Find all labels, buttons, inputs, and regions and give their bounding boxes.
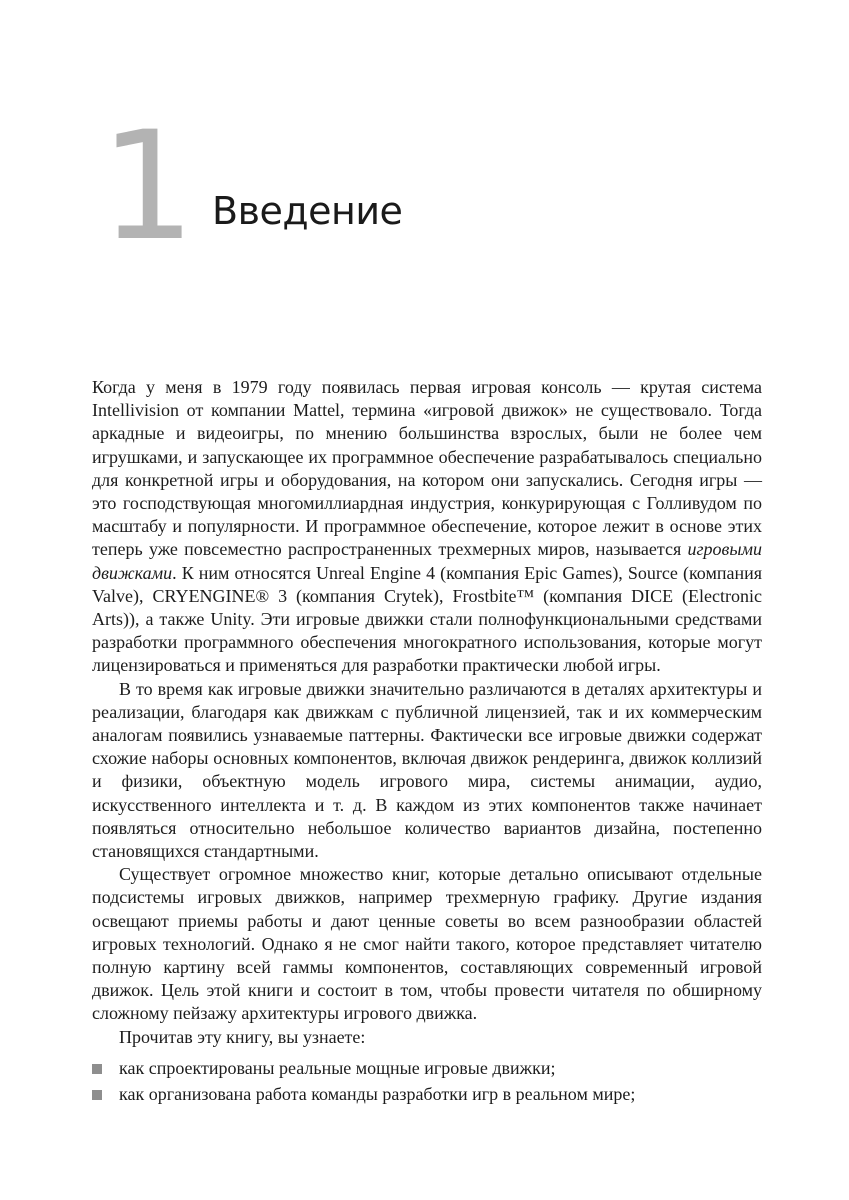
paragraph-intro-before: Когда у меня в 1979 году появилась первая игровая консоль — крутая система Intellivision от компании Mattel, термина «игровой движок» не существовало. Тогда аркадные и видеоигры, по мнению большинства взрослых, были не более чем игрушками, и запускающее их программное обеспечение разрабатывалось специально для конкретной игры и оборудования, на котором они запускались. Сегодня игры — это господствующая многомиллиардная индустрия, конкурирующая с Голливудом по масштабу и популярности. И программное обеспечение, которое лежит в основе этих теперь уже повсеместно распространенных трехмерных миров, называется [92, 377, 762, 560]
list-item-text: как спроектированы реальные мощные игровые движки; [119, 1057, 556, 1078]
square-bullet-icon [92, 1090, 102, 1100]
term-game-engines: игровыми движками [92, 539, 762, 583]
chapter-number: 1 [100, 100, 196, 274]
body-text [92, 376, 762, 1109]
paragraph-intro-after: . К ним относятся Unreal Engine 4 (компания Epic Games), Source (компания Valve), CRYENGINE® 3 (компания Crytek), Frostbite™ (компания DICE (Electronic Arts)), а также Unity. Эти игровые движки стали полнофункциональными средствами разработки программного обеспечения многократного использования, которые могут лицензироваться и применяться для разработки практически любой игры. [92, 562, 762, 676]
paragraph-learn-intro: Прочитав эту книгу, вы узнаете: [119, 1026, 366, 1047]
paragraph-patterns: В то время как игровые движки значительно различаются в деталях архитектуры и реализации, благодаря как движкам с публичной лицензией, так и их коммерческим аналогам появились узнаваемые паттерны. Фактически все игровые движки содержат схожие наборы основных компонентов, включая движок рендеринга, движок коллизий и физики, объектную модель игрового мира, системы анимации, аудио, искусственного интеллекта и т. д. В каждом из этих компонентов также начинает появляться относительно небольшое количество вариантов дизайна, постепенно становящихся стандартными. [92, 678, 762, 862]
list-item-text: как организована работа команды разработки игр в реальном мире; [119, 1084, 636, 1105]
bullet-list [92, 1057, 762, 1106]
chapter-title: Введение [212, 189, 403, 233]
paragraph-books: Существует огромное множество книг, которые детально описывают отдельные подсистемы игровых движков, например трехмерную графику. Другие издания освещают приемы работы и дают ценные советы во всем разнообразии областей игровых технологий. Однако я не смог найти такого, которое представляет читателю полную картину всей гаммы компонентов, составляющих современный игровой движок. Цель этой книги и состоит в том, чтобы провести читателя по обширному сложному пейзажу архитектуры игрового движка. [92, 864, 762, 1024]
list-item [92, 1057, 762, 1080]
square-bullet-icon [92, 1064, 102, 1074]
paragraph-intro [92, 376, 762, 678]
list-item [92, 1083, 762, 1106]
